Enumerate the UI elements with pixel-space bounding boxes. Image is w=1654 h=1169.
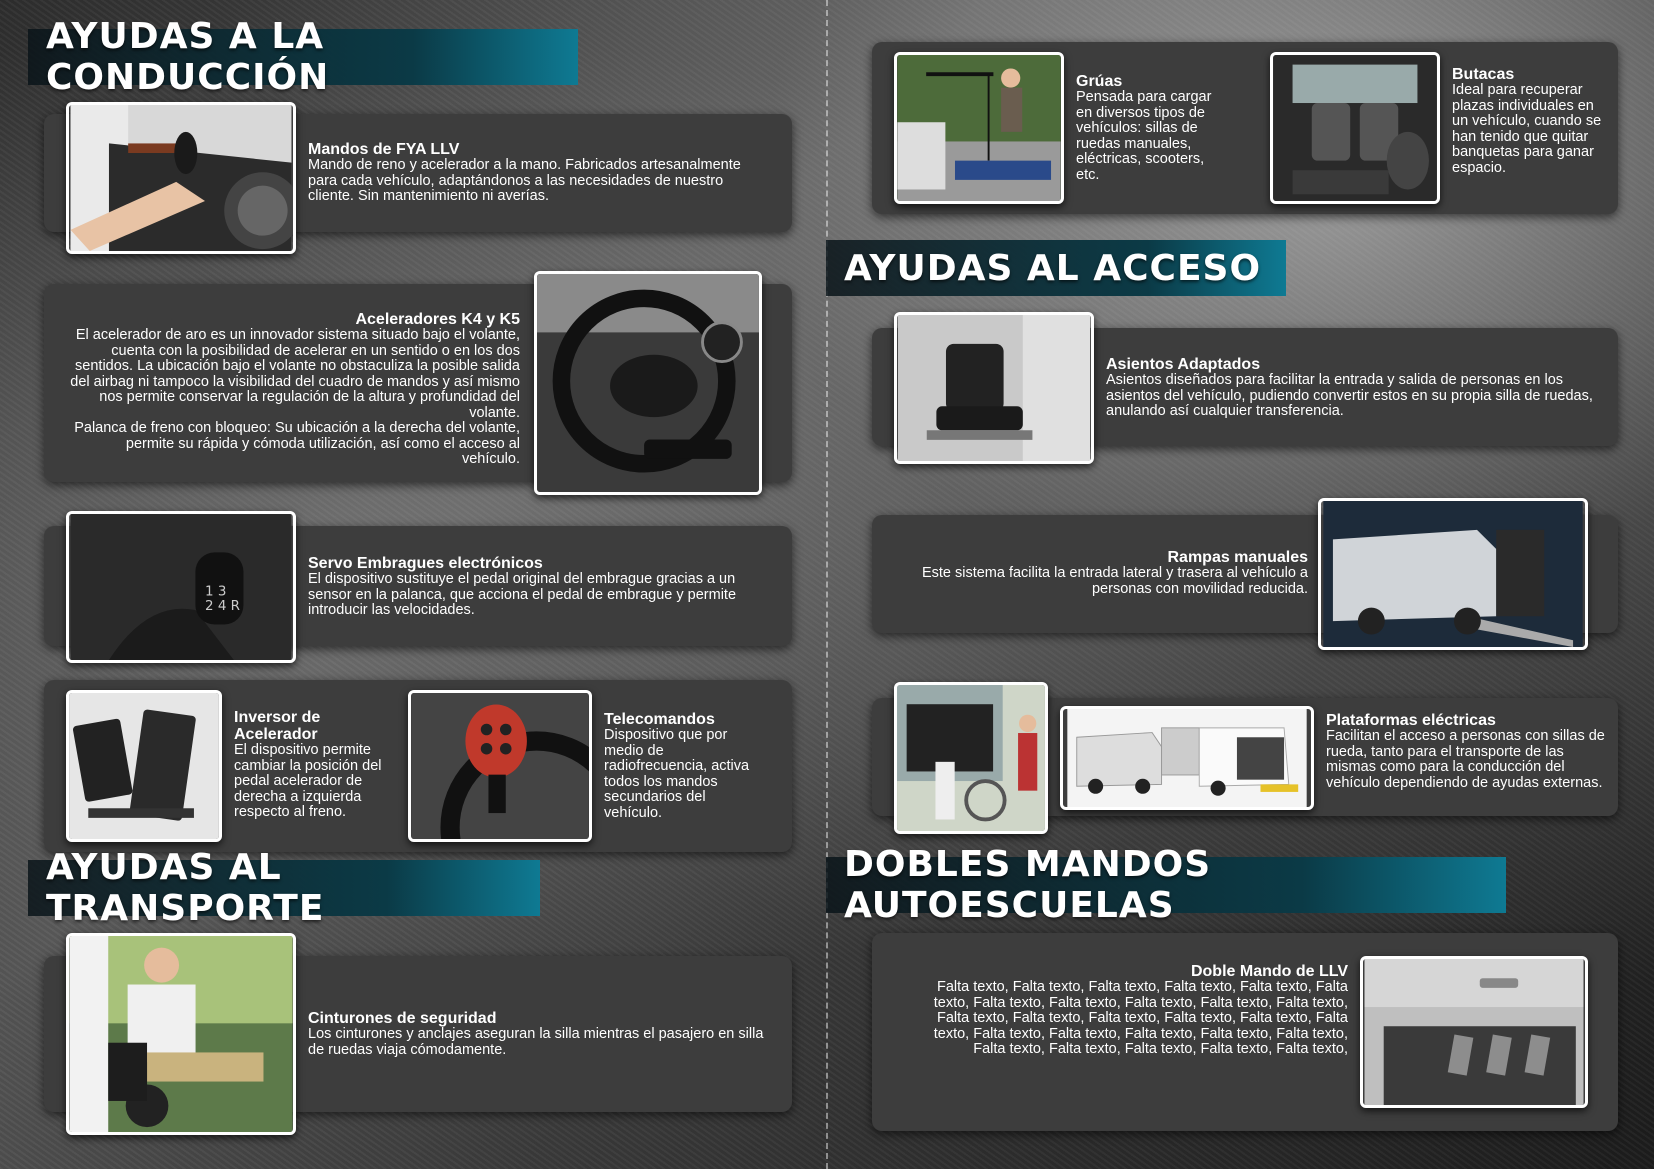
item-title: Doble Mando de LLV <box>1190 963 1348 980</box>
text-gruas <box>1076 73 1226 183</box>
item-body: El dispositivo permite cambiar la posición del pedal acelerador de derecha a izquierda respecto al freno. <box>234 742 382 820</box>
text-asientos <box>1106 356 1600 420</box>
item-title: Aceleradores K4 y K5 <box>355 311 520 328</box>
item-body: Falta texto, Falta texto, Falta texto, Falta texto, Falta texto, Falta texto, Falta texto, Falta texto, Falta texto, Falta texto, Falta texto, Falta texto, Falta texto, Falta texto, Falta texto, Falta texto, Falta texto, Falta texto, Falta texto, Falta texto, Falta texto, Falta texto, Falta texto, Falta texto, Falta texto, Falta texto, Falta texto, <box>933 979 1348 1057</box>
item-title: Servo Embragues electrónicos <box>308 555 543 572</box>
photo-crane <box>894 52 1064 204</box>
item-title: Butacas <box>1452 66 1515 83</box>
item-body: El dispositivo sustituye el pedal original del embrague gracias a un sensor en la palanca, que acciona el pedal de embrague y permite introducir las velocidades. <box>308 571 737 618</box>
gear-stick-icon <box>69 514 293 660</box>
text-rampas <box>894 549 1308 597</box>
item-title: Rampas manuales <box>1167 549 1308 566</box>
photo-gear-stick <box>66 511 296 663</box>
platform-vans-icon <box>1063 709 1311 807</box>
section-title-transporte <box>28 847 540 929</box>
item-title: Grúas <box>1076 73 1123 90</box>
text-telecomandos <box>604 711 764 821</box>
text-mandos <box>308 141 768 205</box>
item-body: Este sistema facilita la entrada lateral y trasera al vehículo a personas con movilidad reducida. <box>921 565 1308 597</box>
item-body: Los cinturones y anclajes aseguran la silla mientras el pasajero en silla de ruedas viaja cómodamente. <box>308 1026 764 1058</box>
section-title-conduccion <box>28 16 578 98</box>
section-title-acceso <box>826 240 1286 296</box>
item-body: Mando de reno y acelerador a la mano. Fabricados artesanalmente para cada vehículo, adaptándonos a las necesidades de nuestro cliente. Sin mantenimiento ni averías. <box>308 157 741 204</box>
photo-platform-vans <box>1060 706 1314 810</box>
seats-icon <box>1273 55 1437 201</box>
item-title: Cinturones de seguridad <box>308 1010 497 1027</box>
photo-dual-pedals <box>1360 956 1588 1108</box>
crane-icon <box>897 55 1061 201</box>
section-title-text: AYUDAS AL TRANSPORTE <box>46 847 325 929</box>
item-body: Facilitan el acceso a personas con sillas de rueda, tanto para el transporte de las mismas como para la conducción del vehículo dependiendo de ayudas externas. <box>1326 728 1605 791</box>
item-body: Ideal para recuperar plazas individuales en un vehículo, cuando se han tenido que quitar banquetas para ganar espacio. <box>1452 82 1602 176</box>
photo-ramp-van <box>1318 498 1588 650</box>
ramp-van-icon <box>1321 501 1585 647</box>
photo-seats <box>1270 52 1440 204</box>
text-doble <box>906 963 1348 1058</box>
section-title-dobles <box>826 844 1506 926</box>
text-butacas <box>1452 66 1602 176</box>
wheelchair-passenger-icon <box>69 936 293 1132</box>
photo-pedals <box>66 690 222 842</box>
dual-pedals-icon <box>1363 959 1585 1105</box>
item-body: Dispositivo que por medio de radiofrecuencia, activa todos los mandos secundarios del vehículo. <box>604 727 750 821</box>
item-body: Pensada para cargar en diversos tipos de vehículos: sillas de ruedas manuales, eléctricas, scooters, etc. <box>1076 89 1212 183</box>
text-plataformas <box>1326 712 1606 791</box>
text-aceleradores <box>64 311 520 468</box>
photo-steering-wheel <box>534 271 762 495</box>
item-title: Mandos de FYA LLV <box>308 141 460 158</box>
adapted-seat-icon <box>897 315 1091 461</box>
section-title-text: AYUDAS A LA CONDUCCIÓN <box>46 16 330 98</box>
photo-platform-wheelchair <box>894 682 1048 834</box>
svg-text:2 4 R: 2 4 R <box>205 599 240 615</box>
platform-wheelchair-icon <box>897 685 1045 831</box>
item-title: Telecomandos <box>604 711 715 728</box>
svg-text:1 3: 1 3 <box>205 584 227 600</box>
photo-remote-control <box>408 690 592 842</box>
pedals-icon <box>69 693 219 839</box>
section-title-text: DOBLES MANDOS AUTOESCUELAS <box>844 844 1212 926</box>
remote-control-icon <box>411 693 589 839</box>
photo-adapted-seat <box>894 312 1094 464</box>
text-cinturones <box>308 1010 768 1058</box>
item-title: Plataformas eléctricas <box>1326 712 1496 729</box>
text-servo <box>308 555 768 619</box>
text-inversor <box>234 709 394 821</box>
item-body: Asientos diseñados para facilitar la entrada y salida de personas en los asientos del vehículo, pudiendo convertir estos en su propia silla de ruedas, anulando así cualquier transferencia. <box>1106 372 1593 419</box>
item-title: Asientos Adaptados <box>1106 356 1261 373</box>
item-body: El acelerador de aro es un innovador sistema situado bajo el volante, cuenta con la posibilidad de acelerar en un sentido o en los dos sentidos. La ubicación bajo el volante no obstaculiza la posible salida del airbag ni tampoco la visibilidad del cuadro de mandos y así mismo nos permite conservar la regulación de la altura y profundidad del volante. <box>70 327 520 421</box>
photo-hand-control <box>66 102 296 254</box>
photo-wheelchair-passenger <box>66 933 296 1135</box>
item-body-2: Palanca de freno con bloqueo: Su ubicación a la derecha del volante, permite su rápida y cómoda utilización, así como el acceso al vehículo. <box>74 420 520 467</box>
steering-wheel-icon <box>537 274 759 492</box>
hand-control-icon <box>69 105 293 251</box>
section-title-text: AYUDAS AL ACCESO <box>844 247 1262 289</box>
item-title: Inversor de Acelerador <box>234 709 321 743</box>
page-fold <box>826 0 828 1169</box>
